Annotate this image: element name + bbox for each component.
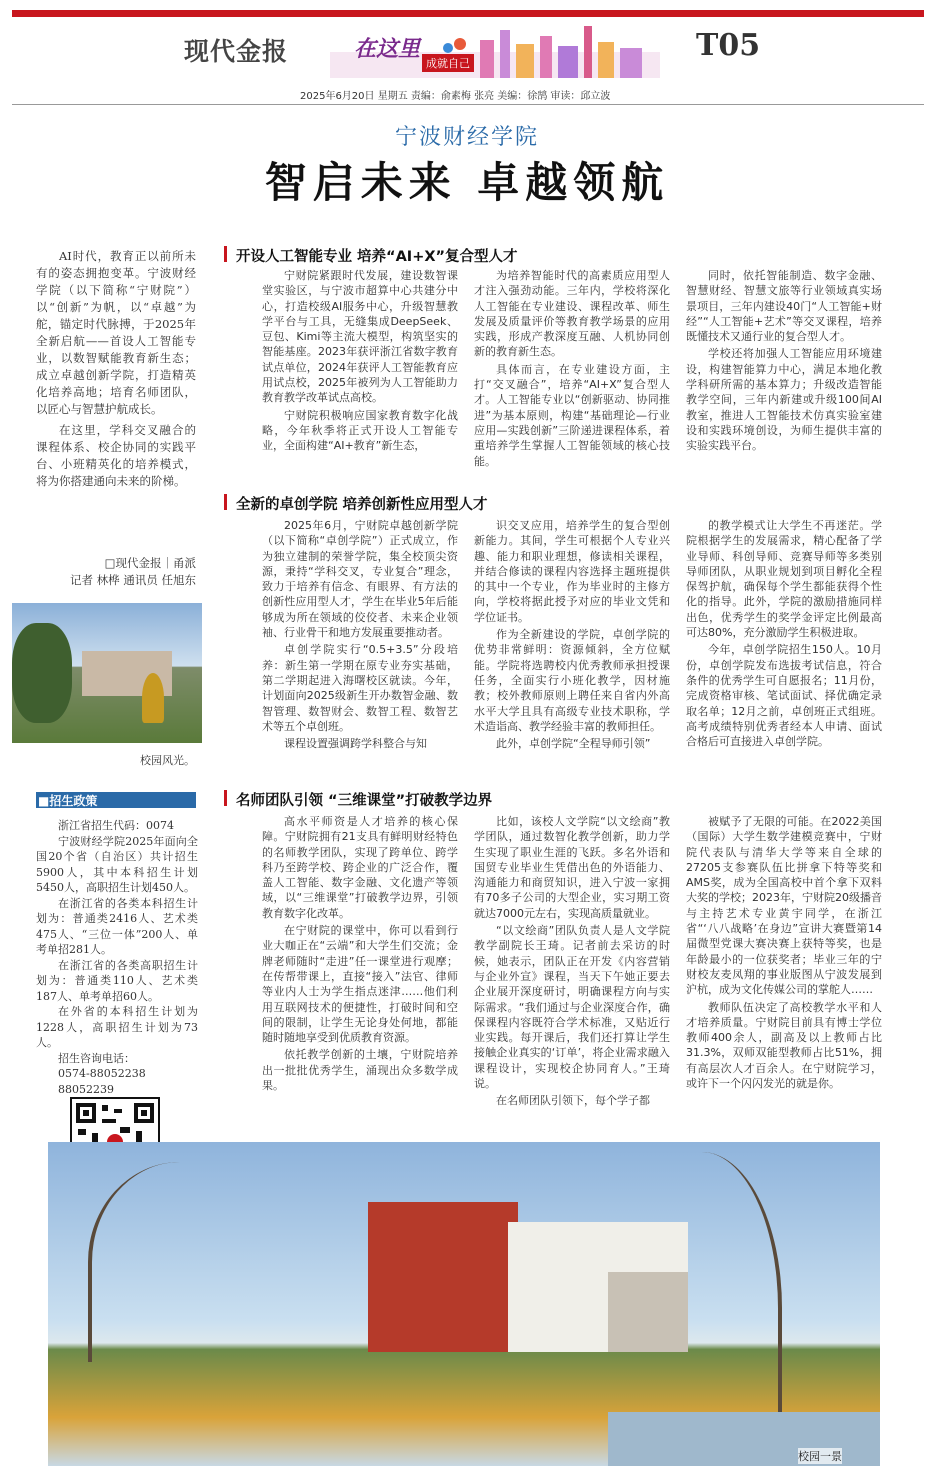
paragraph: 今年，卓创学院招生150人。10月份，卓创学院发布选拔考试信息，符合条件的优秀学生可自愿报名；11月份，完成资格审核、笔试面试、择优确定录取名单；12月之前，卓创班正式组班。高考成绩特别优秀者经本人申请、面试合格后可直接进入卓创学院。 — [686, 643, 882, 749]
big-photo-caption: 校园一景 — [798, 1450, 842, 1463]
policy-text — [36, 818, 198, 1097]
paragraph: 卓创学院实行“0.5+3.5”分段培养：新生第一学期在原专业夯实基础，第二学期起进入海曙校区就读。今年，计划面向2025级新生开办数智金融、数智管理、数智财会、数智工程、数智艺术等五个卓创班。 — [262, 643, 458, 733]
paper-name: 现代金报 — [184, 37, 289, 66]
paragraph: 在宁财院的课堂中，你可以看到行业大咖正在“云端”和大学生们交流；金牌老师随时“走进”任一课堂进行观摩；在传帮带课上，直接“接入”法官、律师等业内人士为学生指点迷津……他们利用互联网技术的便捷性，打破时间和空间的限制，让学生无论身处何地，都能随时随地享受到优质教育资源。 — [262, 924, 458, 1045]
policy-line: 0574-88052238 — [58, 1067, 146, 1080]
paragraph: 为培养智能时代的高素质应用型人才注入强劲动能。三年内，学校将深化人工智能在专业建设、课程改革、师生发展及质量评价等教育教学场景的应用实践，形成产教深度互融、人机协同创新的教育新生态。 — [474, 269, 670, 359]
paragraph: 学校还将加强人工智能应用环境建设，构建智能算力中心，满足本地化教学科研所需的基本算力；升级改造智能教学空间，三年内新建或升级100间AI教室，推进人工智能技术仿真实验室建设和实践环境创设，为师生提供丰富的实验实践平台。 — [686, 347, 882, 453]
section-body-teachers — [262, 814, 882, 1111]
paragraph: 具体而言，在专业建设方面，主打“交叉融合”，培养“AI+X”复合型人才。人工智能专业以“创新驱动、协同推进”为基本原则，构建“基础理论—行业应用—实践创新”三阶递进课程体系，着重培养学生掌握人工智能领域的核心技能。 — [474, 362, 670, 468]
text-column — [262, 814, 458, 1111]
text-column — [262, 268, 458, 471]
campus-landscape-photo — [48, 1142, 880, 1466]
paragraph: 作为全新建设的学院，卓创学院的优势非常鲜明：资源倾斜，全方位赋能。学院将选聘校内优秀教师承担授课任务，全面实行小班化教学，因材施教；校外教师原则上聘任来自省内外高水平大学且具有高级专业技术职称，学术造诣高、教学经验丰富的教师担任。 — [474, 628, 670, 733]
paragraph: “以文绘商”团队负责人是人文学院教学副院长王琦。记者前去采访的时候，她表示，团队正在开发《内容营销与企业外宣》课程，当天下午她正要去企业展开深度研讨，明确课程方向与实际需求。“我们通过与企业深度合作，确保课程内容既符合学术标准，又贴近行业实践。每开课后，我们还打算让学生接触企业真实的‘订单’，将企业需求融入课程设计，实现校企协同育人。”王琦说。 — [474, 924, 670, 1091]
paragraph: 被赋予了无限的可能。在2022美国（国际）大学生数学建模竞赛中，宁财院代表队与清华大学等来自全球的27205支参赛队伍比拼拿下特等奖和AMS奖，成为全国高校中首个拿下双料大奖的学校；2023年，宁财院20级播音与主持艺术专业黄宇同学，在浙江省“‘八八战略’在身边”宣讲大赛暨第14届微型党课大赛决赛上获特等奖，也是年龄最小的一位获奖者；毕业三年的宁财校友麦凤翔的事业版图从宁波发展到沪杭，成为文化传媒公司的掌舵人…… — [686, 815, 882, 997]
paragraph: 教师队伍决定了高校教学水平和人才培养质量。宁财院目前具有博士学位教师400余人，副高及以上教师占比31.3%，双师双能型教师占比51%，拥有高层次人才百余人。在宁财院学习，或许下一个闪闪发光的就是你。 — [686, 1000, 882, 1091]
dateline: 2025年6月20日 星期五 责编：俞素梅 张亮 美编：徐鹄 审读：邱立波 — [300, 91, 611, 102]
policy-line: 浙江省招生代码：0074 — [58, 819, 174, 832]
header-rule — [12, 104, 924, 105]
policy-line: 在浙江省的各类本科招生计划为：普通类2416人、艺术类475人、“三位一体”200人、单考单招281人。 — [36, 896, 198, 956]
masthead — [12, 22, 924, 82]
policy-line: 宁波财经学院2025年面向全国20个省（自治区）共计招生5900人，其中本科招生计划5450人，高职招生计划450人。 — [36, 834, 198, 894]
paragraph: 同时，依托智能制造、数字金融、智慧财经、智慧文旅等行业领域真实场景项目，三年内建设40门“人工智能+财经”“人工智能+艺术”等交叉课程，培养既懂技术又通行业的复合型人才。 — [686, 269, 882, 344]
paragraph: 在名师团队引领下，每个学子都 — [496, 1094, 650, 1108]
top-red-bar — [12, 10, 924, 17]
intro-text — [36, 248, 196, 494]
paragraph: 依托教学创新的土壤，宁财院培养出一批批优秀学生，涌现出众多数学成果。 — [262, 1048, 458, 1093]
paragraph: 课程设置强调跨学科整合与知 — [284, 737, 427, 751]
paragraph: 此外，卓创学院“全程导师引领” — [496, 737, 651, 751]
section-title-ai: 开设人工智能专业 培养“AI+X”复合型人才 — [236, 249, 518, 265]
photo-caption: 校园风光。 — [140, 754, 195, 767]
paragraph: 的教学模式让大学生不再迷茫。学院根据学生的发展需求，精心配备了学业导师、科创导师、竞赛导师等多类别导师团队，从职业规划到项目孵化全程保驾护航，确保每个学生都能获得个性化的指导。此外，学院的激励措施同样出色，优秀学生的奖学金评定比例最高可达80%，充分激励学生积极进取。 — [686, 519, 882, 640]
paragraph: 宁财院紧跟时代发展，建设数智课堂实验区，与宁波市超算中心共建分中心，打造校级AI服务中心，升级智慧教学平台与工具，无缝集成DeepSeek、豆包、Kimi等主流大模型，构筑坚实的智能基座。2023年获评浙江省数字教育试点单位，2024年获评人工智能教育应用试点校，2025年被列为人工智能助力教育教学改革试点高校。 — [262, 269, 458, 405]
column-banner — [330, 22, 660, 78]
section-marker — [224, 790, 227, 806]
section-title-zhuochuang: 全新的卓创学院 培养创新性应用型人才 — [236, 497, 488, 513]
banner-title: 在这里 — [354, 36, 421, 62]
headline-sub: 宁波财经学院 — [394, 125, 539, 150]
campus-photo — [12, 603, 202, 743]
paragraph: 识交叉应用，培养学生的复合型创新能力。其间，学生可根据个人专业兴趣、能力和职业理想，修读相关课程，并结合修读的课程内容选择主题班提供的其中一个专业，作为毕业时的主修方向，学校将据此授予对应的毕业文凭和学位证书。 — [474, 519, 670, 624]
policy-line: 在外省的本科招生计划为1228人，高职招生计划为73人。 — [36, 1005, 198, 1049]
section-body-ai — [262, 268, 882, 471]
intro-paragraph: AI时代，教育正以前所未有的姿态拥抱变革。宁波财经学院（以下简称“宁财院”）以“创新”为帆，以“卓越”为舵，锚定时代脉搏，于2025年全新启航——首设人工智能专业，以数智赋能教育新生态；成立卓越创新学院，打造精英化培养高地；培育名师团队，以匠心与智慧护航成长。 — [36, 249, 196, 416]
text-column — [262, 518, 458, 753]
intro-paragraph: 在这里，学科交叉融合的课程体系、校企协同的实践平台、小班精英化的培养模式，将为你搭建通向未来的阶梯。 — [36, 423, 196, 488]
text-column — [474, 518, 670, 753]
paragraph: 比如，该校人文学院“以文绘商”教学团队，通过数智化教学创新，助力学生实现了职业生涯的飞跃。多名外语和国贸专业毕业生凭借出色的外语能力、沟通能力和商贸知识，进入宁波一家拥有70多子公司的大型企业，实习期工资就达7000元左右，实现高质量就业。 — [474, 815, 670, 920]
byline-authors: 记者 林桦 通讯员 任旭东 — [70, 573, 196, 587]
text-column — [686, 814, 882, 1111]
policy-line: 88052239 — [58, 1082, 114, 1096]
text-column — [686, 268, 882, 471]
text-column — [686, 518, 882, 753]
policy-title: ■招生政策 — [38, 794, 98, 808]
page-code: T05 — [696, 28, 761, 63]
section-marker — [224, 246, 227, 262]
section-body-zhuochuang — [262, 518, 882, 753]
headline-main: 智启未来 卓越领航 — [264, 158, 670, 207]
paragraph: 高水平师资是人才培养的核心保障。宁财院拥有21支具有鲜明财经特色的名师教学团队，实现了跨单位、跨学科乃至跨学校、跨企业的广泛合作，覆盖人工智能、数字金融、文化遗产等领域，以“三维课堂”打破教学边界，引领教育数字化改革。 — [262, 815, 458, 920]
text-column — [474, 268, 670, 471]
section-title-teachers: 名师团队引领 “三维课堂”打破教学边界 — [236, 793, 493, 809]
section-marker — [224, 494, 227, 510]
policy-line: 在浙江省的各类高职招生计划为：普通类110人、艺术类187人、单考单招60人。 — [36, 958, 198, 1003]
paragraph: 宁财院积极响应国家教育数字化战略，今年秋季将正式开设人工智能专业，全面构建“AI+教育”新生态， — [262, 408, 458, 453]
policy-line: 招生咨询电话： — [58, 1051, 135, 1065]
banner-subtitle: 成就自己 — [422, 54, 474, 72]
byline-source: □现代金报｜甬派 — [104, 556, 196, 570]
text-column — [474, 814, 670, 1111]
byline — [36, 555, 196, 589]
paragraph: 2025年6月，宁财院卓越创新学院（以下简称“卓创学院”）正式成立，作为独立建制的荣誉学院，集全校顶尖资源，秉持“学科交叉，专业复合”理念，致力于培养有信念、有眼界、有方法的创新性应用型人才，学生在毕业5年后能够成为所在领域的佼佼者、未来企业领袖、行业骨干和地方发展重要推动者。 — [262, 519, 458, 640]
